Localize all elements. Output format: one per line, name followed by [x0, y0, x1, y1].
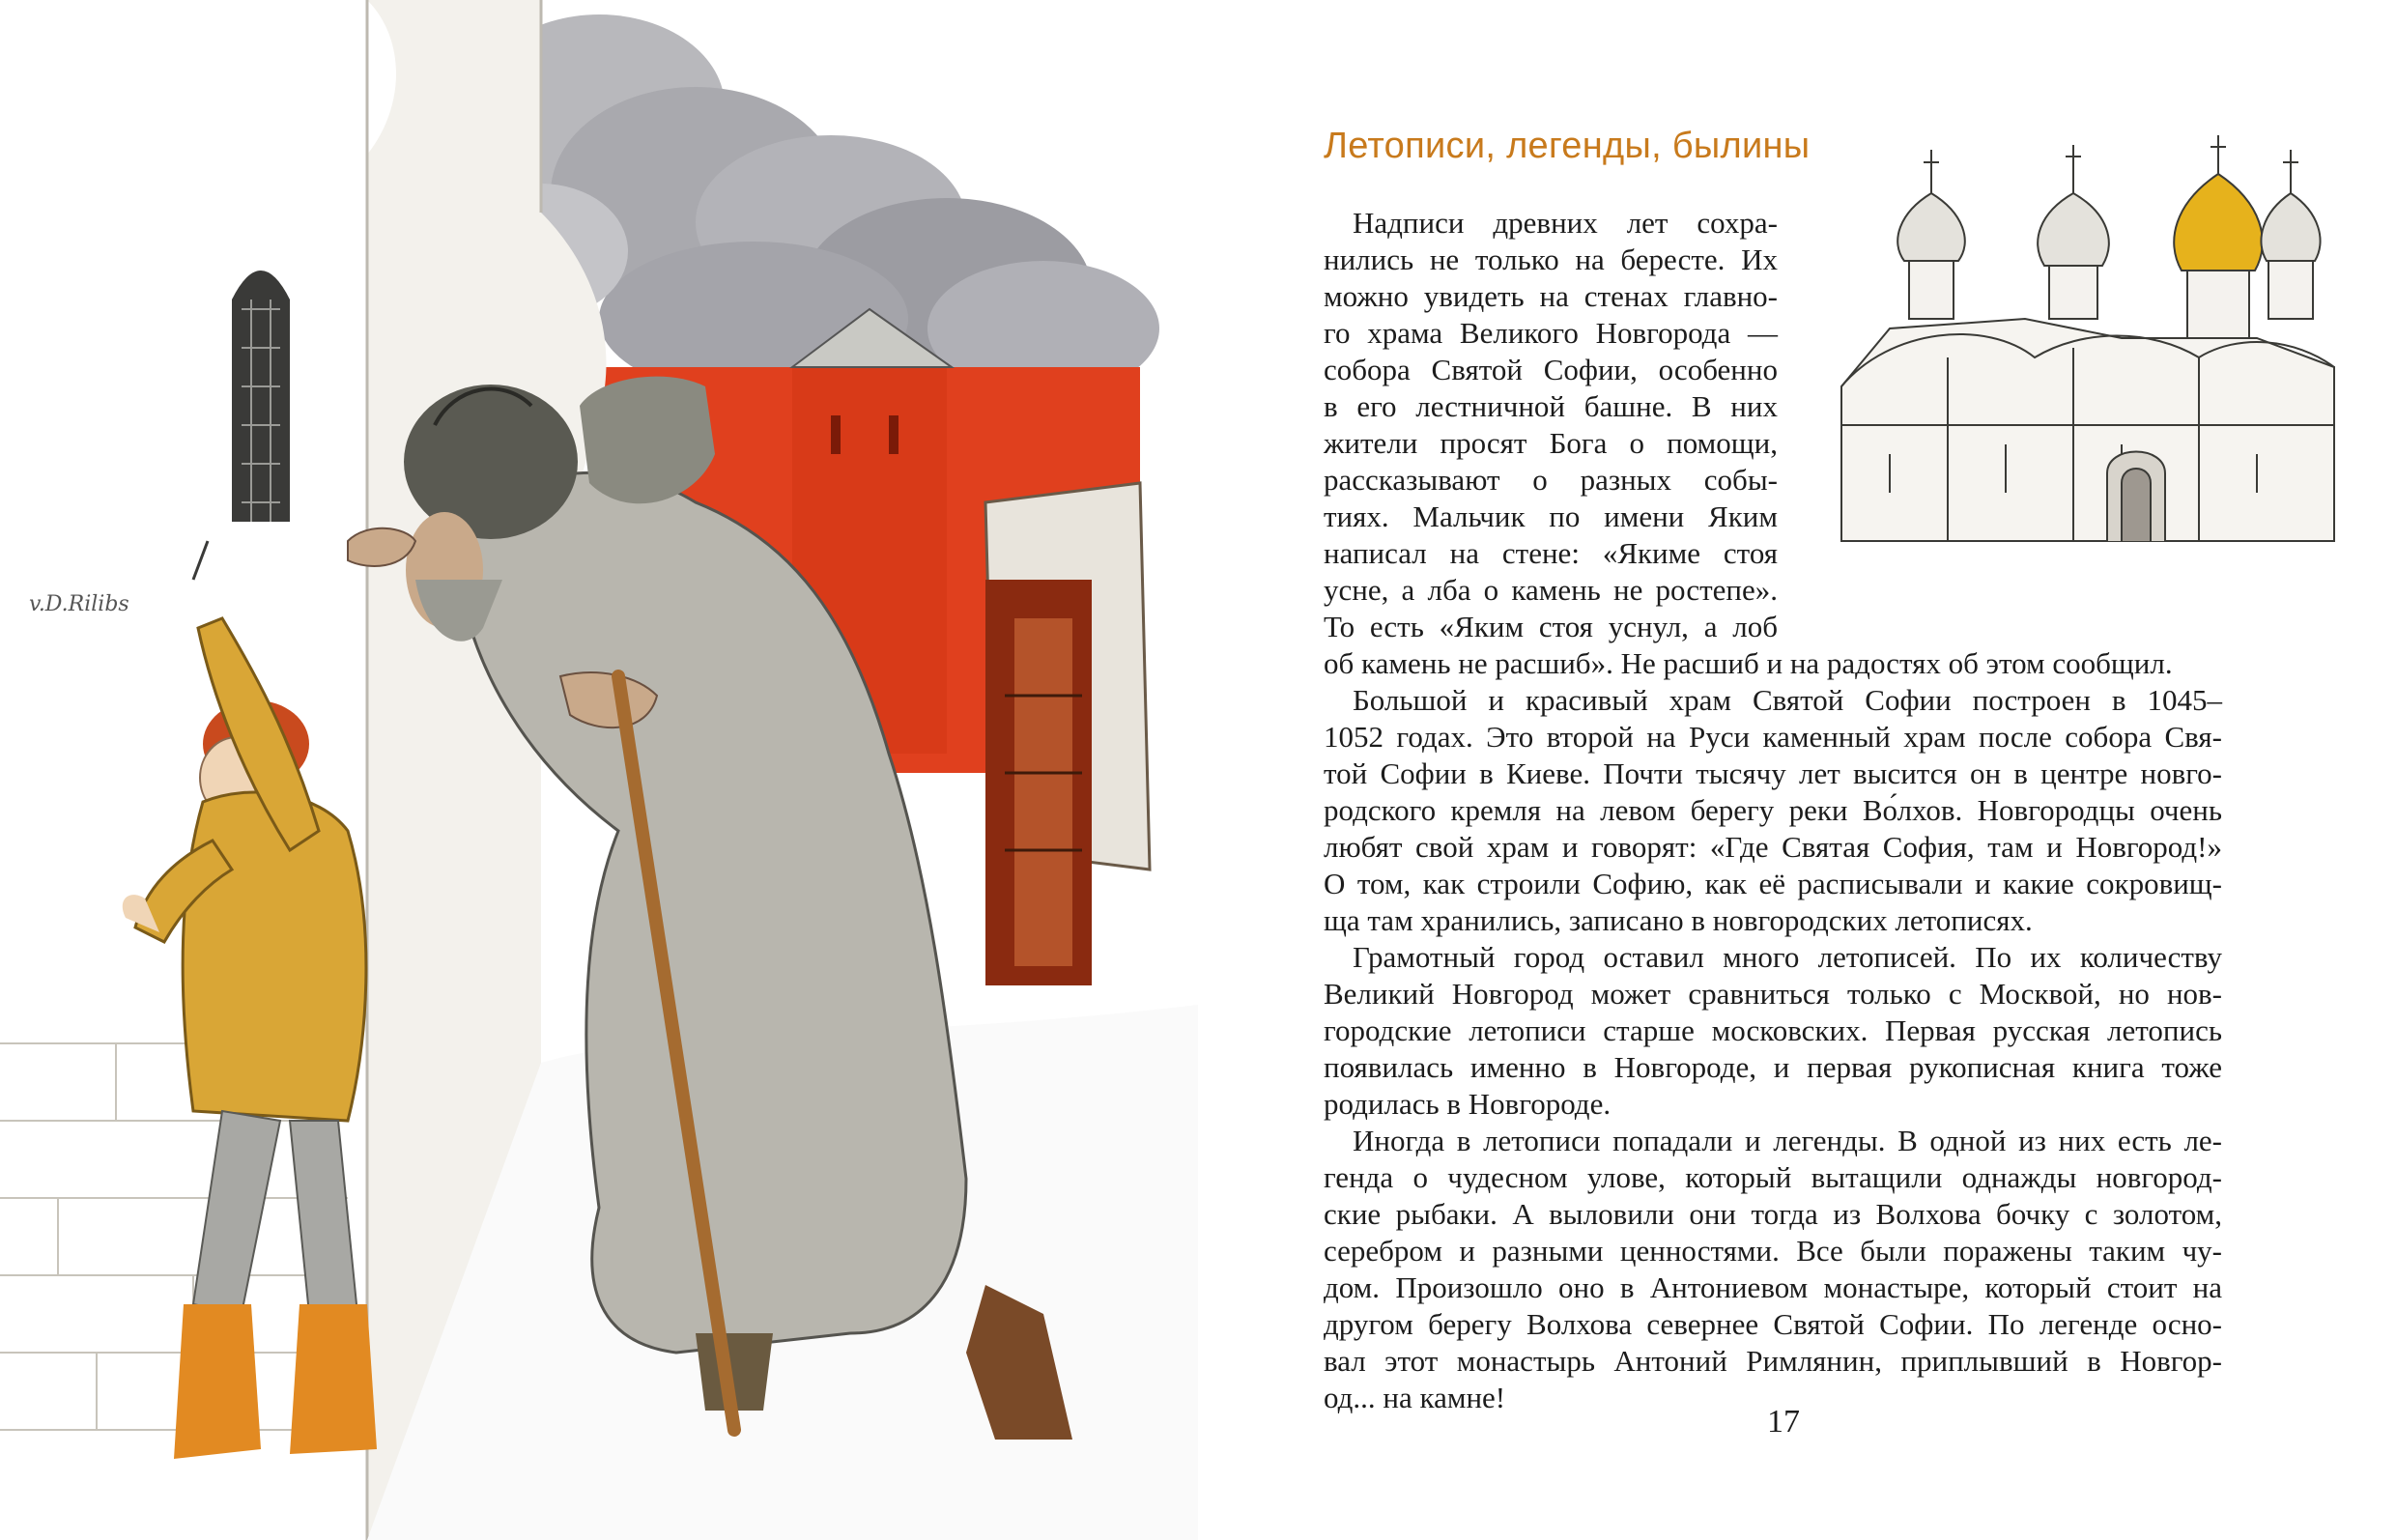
body-line: в его лестничной башне. В них: [1324, 389, 1778, 423]
body-line: Великий Новгород может сравниться только с Москвой, но нов-: [1324, 977, 2222, 1011]
body-line: нились не только на бересте. Их: [1324, 242, 1778, 276]
saint-sophia-cathedral-icon: [1832, 135, 2344, 589]
artist-signature: v.D.Rilibs: [29, 592, 129, 616]
body-line: Большой и красивый храм Святой Софии построен в 1045–: [1353, 683, 2222, 717]
page-title: Летописи, легенды, былины: [1324, 126, 1811, 166]
body-line: То есть «Яким стоя уснул, а лоб: [1324, 610, 1778, 643]
body-line: Надписи древних лет сохра-: [1353, 206, 1778, 240]
cathedral-drawing: [1832, 135, 2344, 589]
body-line: об камень не расшиб». Не расшиб и на радостях об этом сообщил.: [1324, 646, 2173, 680]
body-line: рассказывают о разных собы-: [1324, 463, 1778, 497]
body-line: родского кремля на левом берегу реки Во́лхов. Новгородцы очень: [1324, 793, 2222, 827]
body-line: серебром и разными ценностями. Все были поражены таким чу-: [1324, 1234, 2222, 1268]
wooden-shed: [985, 483, 1150, 985]
body-line: Иногда в летописи попадали и легенды. В одной из них есть ле-: [1353, 1124, 2222, 1157]
body-line: любят свой храм и говорят: «Где Святая София, там и Новгород!»: [1324, 830, 2222, 864]
body-line: вал этот монастырь Антоний Римлянин, приплывший в Новгор-: [1324, 1344, 2222, 1378]
body-line: собора Святой Софии, особенно: [1324, 353, 1778, 386]
body-line: появилась именно в Новгороде, и первая рукописная книга тоже: [1324, 1050, 2222, 1084]
body-line: другом берегу Волхова севернее Святой Софии. По легенде осно-: [1324, 1307, 2222, 1341]
body-line: ща там хранились, записано в новгородских летописях.: [1324, 903, 2033, 937]
body-line: усне, а лба о камень не ростепе».: [1324, 573, 1778, 607]
body-line: генда о чудесном улове, который вытащили однажды новгород-: [1324, 1160, 2222, 1194]
body-line: дом. Произошло оно в Антониевом монастыре, который стоит на: [1324, 1270, 2222, 1304]
body-line: го храма Великого Новгорода —: [1324, 316, 1778, 350]
body-line: той Софии в Киеве. Почти тысячу лет высится он в центре новго-: [1324, 756, 2222, 790]
body-line: жители просят Бога о помощи,: [1324, 426, 1778, 460]
body-line: городские летописи старше московских. Первая русская летопись: [1324, 1013, 2222, 1047]
body-line: можно увидеть на стенах главно-: [1324, 279, 1778, 313]
body-line: О том, как строили Софию, как её расписывали и какие сокровищ-: [1324, 867, 2222, 900]
body-line: од... на камне!: [1324, 1381, 1506, 1414]
body-line: ские рыбаки. А выловили они тогда из Волхова бочку с золотом,: [1324, 1197, 2222, 1231]
body-line: 1052 годах. Это второй на Руси каменный храм после собора Свя-: [1324, 720, 2222, 754]
body-line: Грамотный город оставил много летописей. По их количеству: [1353, 940, 2222, 974]
body-line: написал на стене: «Якиме стоя: [1324, 536, 1778, 570]
page-number: 17: [1767, 1404, 1800, 1440]
body-line: родилась в Новгороде.: [1324, 1087, 1612, 1121]
body-line: тиях. Мальчик по имени Яким: [1324, 499, 1778, 533]
